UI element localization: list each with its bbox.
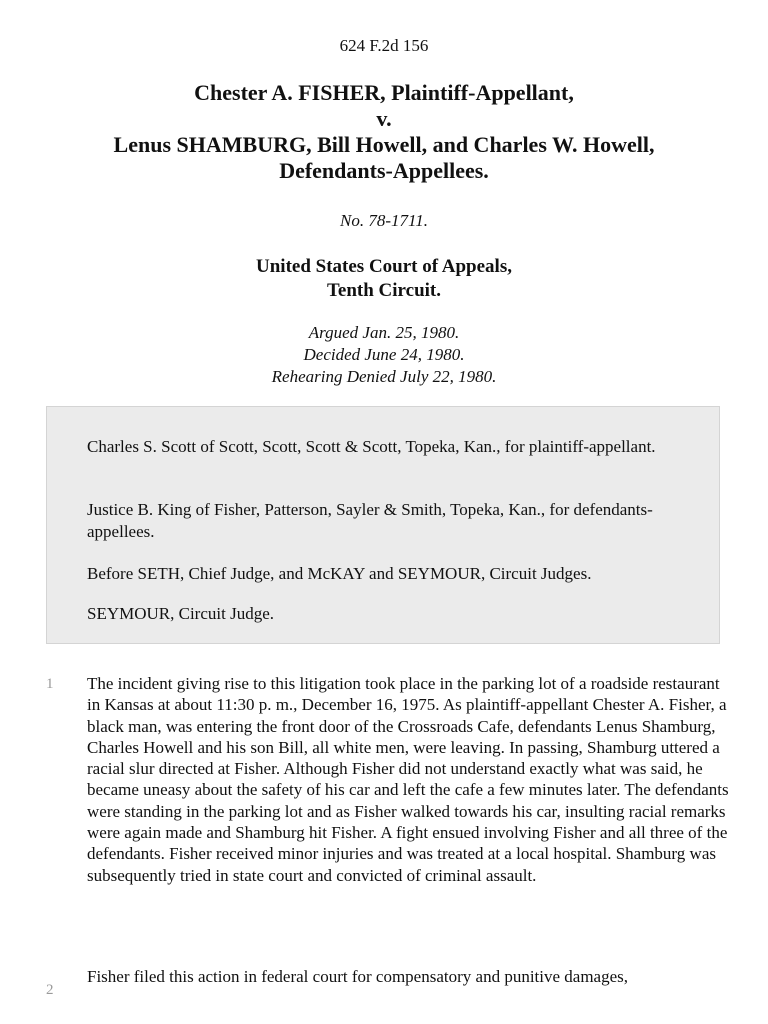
- citation: 624 F.2d 156: [339, 36, 429, 55]
- counsel-header-box: [46, 406, 720, 644]
- paragraph-number-2: 2: [46, 982, 54, 998]
- decided-date: Decided June 24, 1980.: [303, 345, 465, 364]
- court-line-1: United States Court of Appeals,: [256, 256, 512, 277]
- rehearing-date: Rehearing Denied July 22, 1980.: [271, 367, 497, 386]
- court-name: [0, 255, 768, 303]
- appellant-line: Chester A. FISHER, Plaintiff-Appellant,: [194, 80, 574, 105]
- paragraph-number-1: 1: [46, 676, 54, 692]
- versus-line: v.: [376, 106, 392, 131]
- court-line-2: Tenth Circuit.: [326, 280, 442, 301]
- paragraph-2: Fisher filed this action in federal court for compensatory and punitive damages,: [87, 967, 629, 986]
- appellees-role-line: Defendants-Appellees.: [279, 158, 489, 183]
- case-dates: [0, 322, 768, 388]
- opinion-author: SEYMOUR, Circuit Judge.: [87, 604, 274, 623]
- paragraph-1: The incident giving rise to this litigation took place in the parking lot of a roadside restaurant in Kansas at about 11:30 p. m., December 16, 1975. As plaintiff-appellant Chester A. Fisher, a black man, was entering the front door of the Crossroads Cafe, defendants Lenus Shamburg, Charles Howell and his son Bill, all white men, were leaving. In passing, Shamburg uttered a racial slur directed at Fisher. Although Fisher did not understand exactly what was said, he became uneasy about the safety of his car and left the cafe a few minutes later. The defendants were standing in the parking lot and as Fisher walked towards his car, insulting racial remarks were again made and Shamburg hit Fisher. A fight ensued involving Fisher and all three of the defendants. Fisher received minor injuries and was treated at a local hospital. Shamburg was subsequently tried in state court and convicted of criminal assault.: [87, 674, 729, 885]
- panel-judges: Before SETH, Chief Judge, and McKAY and SEYMOUR, Circuit Judges.: [87, 564, 592, 583]
- case-caption: [40, 80, 728, 184]
- counsel-appellees: Justice B. King of Fisher, Patterson, Sayler & Smith, Topeka, Kan., for defendants-appellees.: [87, 500, 653, 541]
- argued-date: Argued Jan. 25, 1980.: [308, 323, 460, 342]
- appellees-names-line: Lenus SHAMBURG, Bill Howell, and Charles W. Howell,: [113, 132, 655, 157]
- docket-number: No. 78-1711.: [340, 211, 428, 230]
- counsel-appellant: Charles S. Scott of Scott, Scott, Scott & Scott, Topeka, Kan., for plaintiff-appellant.: [87, 437, 656, 456]
